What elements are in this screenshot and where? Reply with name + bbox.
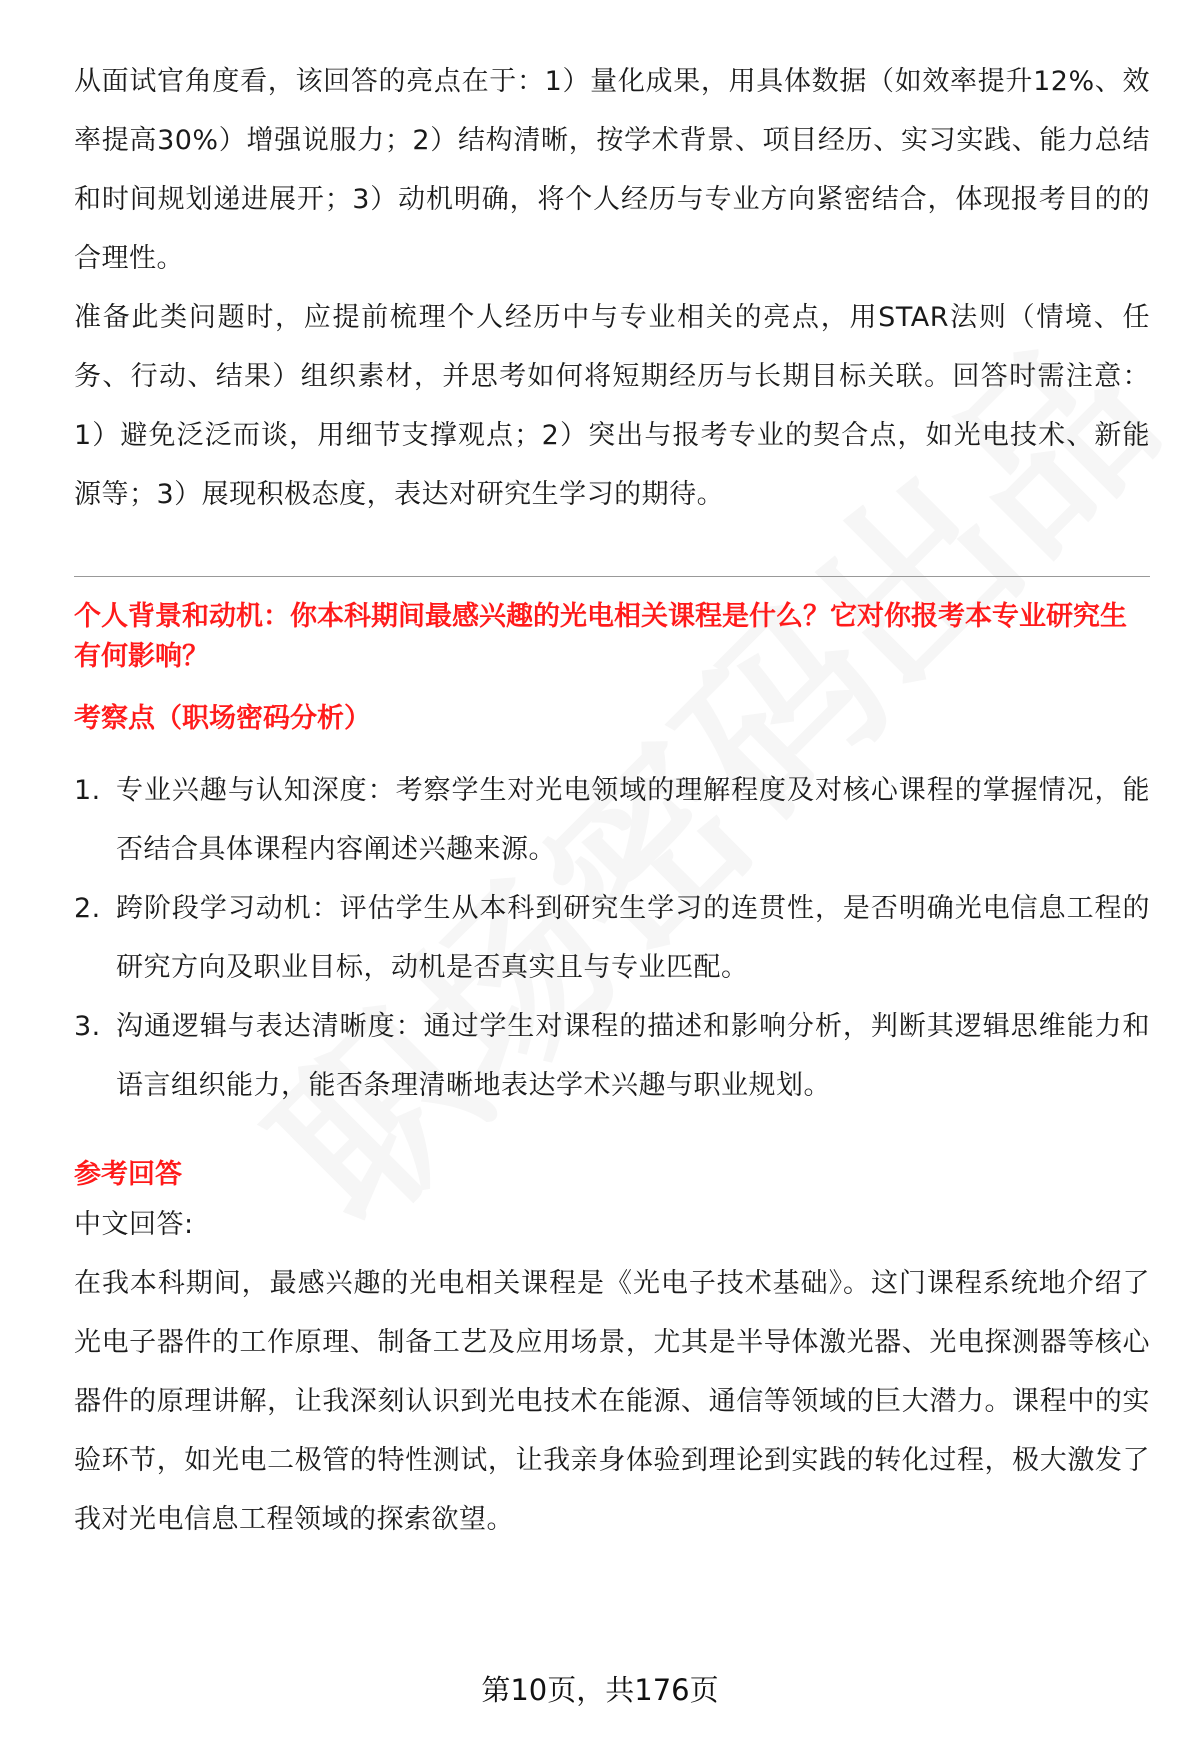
list-item-number: 3. (74, 1011, 101, 1042)
list-item-number: 2. (74, 893, 101, 924)
intro-paragraph-1: 从面试官角度看，该回答的亮点在于：1）量化成果，用具体数据（如效率提升12%、效率提高30%）增强说服力；2）结构清晰，按学术背景、项目经历、实习实践、能力总结和时间规划递进展开；3）动机明确，将个人经历与专业方向紧密结合，体现报考目的的合理性。 (74, 66, 1150, 274)
answer-paragraph: 在我本科期间，最感兴趣的光电相关课程是《光电子技术基础》。这门课程系统地介绍了光电子器件的工作原理、制备工艺及应用场景，尤其是半导体激光器、光电探测器等核心器件的原理讲解，让我深刻认识到光电技术在能源、通信等领域的巨大潜力。课程中的实验环节，如光电二极管的特性测试，让我亲身体验到理论到实践的转化过程，极大激发了我对光电信息工程领域的探索欲望。 (74, 1268, 1150, 1535)
list-item (74, 761, 1150, 879)
list-item-number: 1. (74, 775, 101, 806)
page-indicator: 第10页，共176页 (481, 1673, 719, 1707)
section-divider (74, 576, 1150, 577)
focus-heading: 考察点（职场密码分析） (74, 703, 371, 734)
reference-heading: 参考回答 (74, 1159, 182, 1190)
focus-points-list (74, 761, 1150, 1115)
list-item (74, 997, 1150, 1115)
list-item-text: 沟通逻辑与表达清晰度：通过学生对课程的描述和影响分析，判断其逻辑思维能力和语言组织能力，能否条理清晰地表达学术兴趣与职业规划。 (116, 1011, 1150, 1101)
list-item-text: 跨阶段学习动机：评估学生从本科到研究生学习的连贯性，是否明确光电信息工程的研究方向及职业目标，动机是否真实且与专业匹配。 (116, 893, 1150, 983)
list-item-text: 专业兴趣与认知深度：考察学生对光电领域的理解程度及对核心课程的掌握情况，能否结合具体课程内容阐述兴趣来源。 (116, 775, 1150, 865)
intro-paragraph-2: 准备此类问题时，应提前梳理个人经历中与专业相关的亮点，用STAR法则（情境、任务、行动、结果）组织素材，并思考如何将短期经历与长期目标关联。回答时需注意：1）避免泛泛而谈，用细节支撑观点；2）突出与报考专业的契合点，如光电技术、新能源等；3）展现积极态度，表达对研究生学习的期待。 (74, 302, 1150, 510)
answer-label: 中文回答: (74, 1209, 194, 1240)
document-page (74, 52, 1150, 1549)
list-item (74, 879, 1150, 997)
question-title: 个人背景和动机：你本科期间最感兴趣的光电相关课程是什么？它对你报考本专业研究生有何影响？ (74, 601, 1127, 672)
